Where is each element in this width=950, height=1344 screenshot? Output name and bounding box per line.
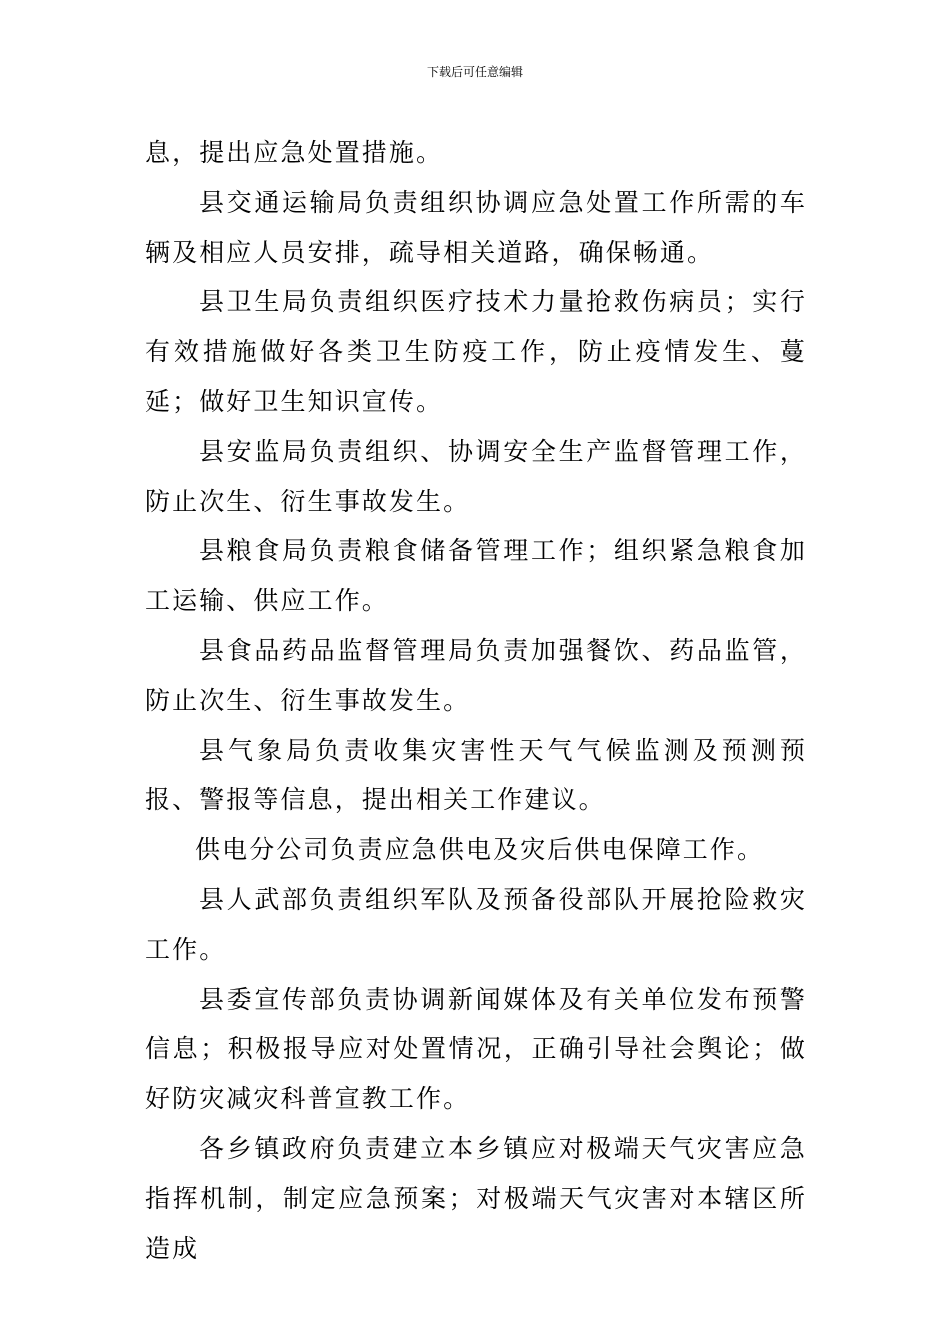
paragraph-food-drug-bureau: 县食品药品监督管理局负责加强餐饮、药品监管，防止次生、衍生事故发生。 <box>145 635 807 715</box>
paragraph-continuation: 息，提出应急处置措施。 <box>145 138 444 167</box>
paragraph-propaganda-dept: 县委宣传部负责协调新闻媒体及有关单位发布预警信息；积极报导应对处置情况，正确引导社会舆论；做好防灾减灾科普宣教工作。 <box>145 984 807 1114</box>
paragraph-safety-bureau: 县安监局负责组织、协调安全生产监督管理工作，防止次生、衍生事故发生。 <box>145 436 807 516</box>
paragraph-grain-bureau: 县粮食局负责粮食储备管理工作；组织紧急粮食加工运输、供应工作。 <box>145 536 807 616</box>
paragraph-armed-forces: 县人武部负责组织军队及预备役部队开展抢险救灾工作。 <box>145 884 807 964</box>
paragraph-transport-bureau: 县交通运输局负责组织协调应急处置工作所需的车辆及相应人员安排，疏导相关道路，确保畅通。 <box>145 187 807 267</box>
page-header: 下载后可任意编辑 <box>426 65 523 79</box>
paragraph-township-governments: 各乡镇政府负责建立本乡镇应对极端天气灾害应急指挥机制，制定应急预案；对极端天气灾害对本辖区所造成 <box>145 1133 807 1263</box>
document-body <box>145 128 807 1273</box>
paragraph-meteorological-bureau: 县气象局负责收集灾害性天气气候监测及预测预报、警报等信息，提出相关工作建议。 <box>145 735 807 815</box>
paragraph-health-bureau: 县卫生局负责组织医疗技术力量抢救伤病员；实行有效措施做好各类卫生防疫工作，防止疫情发生、蔓延；做好卫生知识宣传。 <box>145 287 807 416</box>
paragraph-power-company: 供电分公司负责应急供电及灾后供电保障工作。 <box>195 835 765 865</box>
